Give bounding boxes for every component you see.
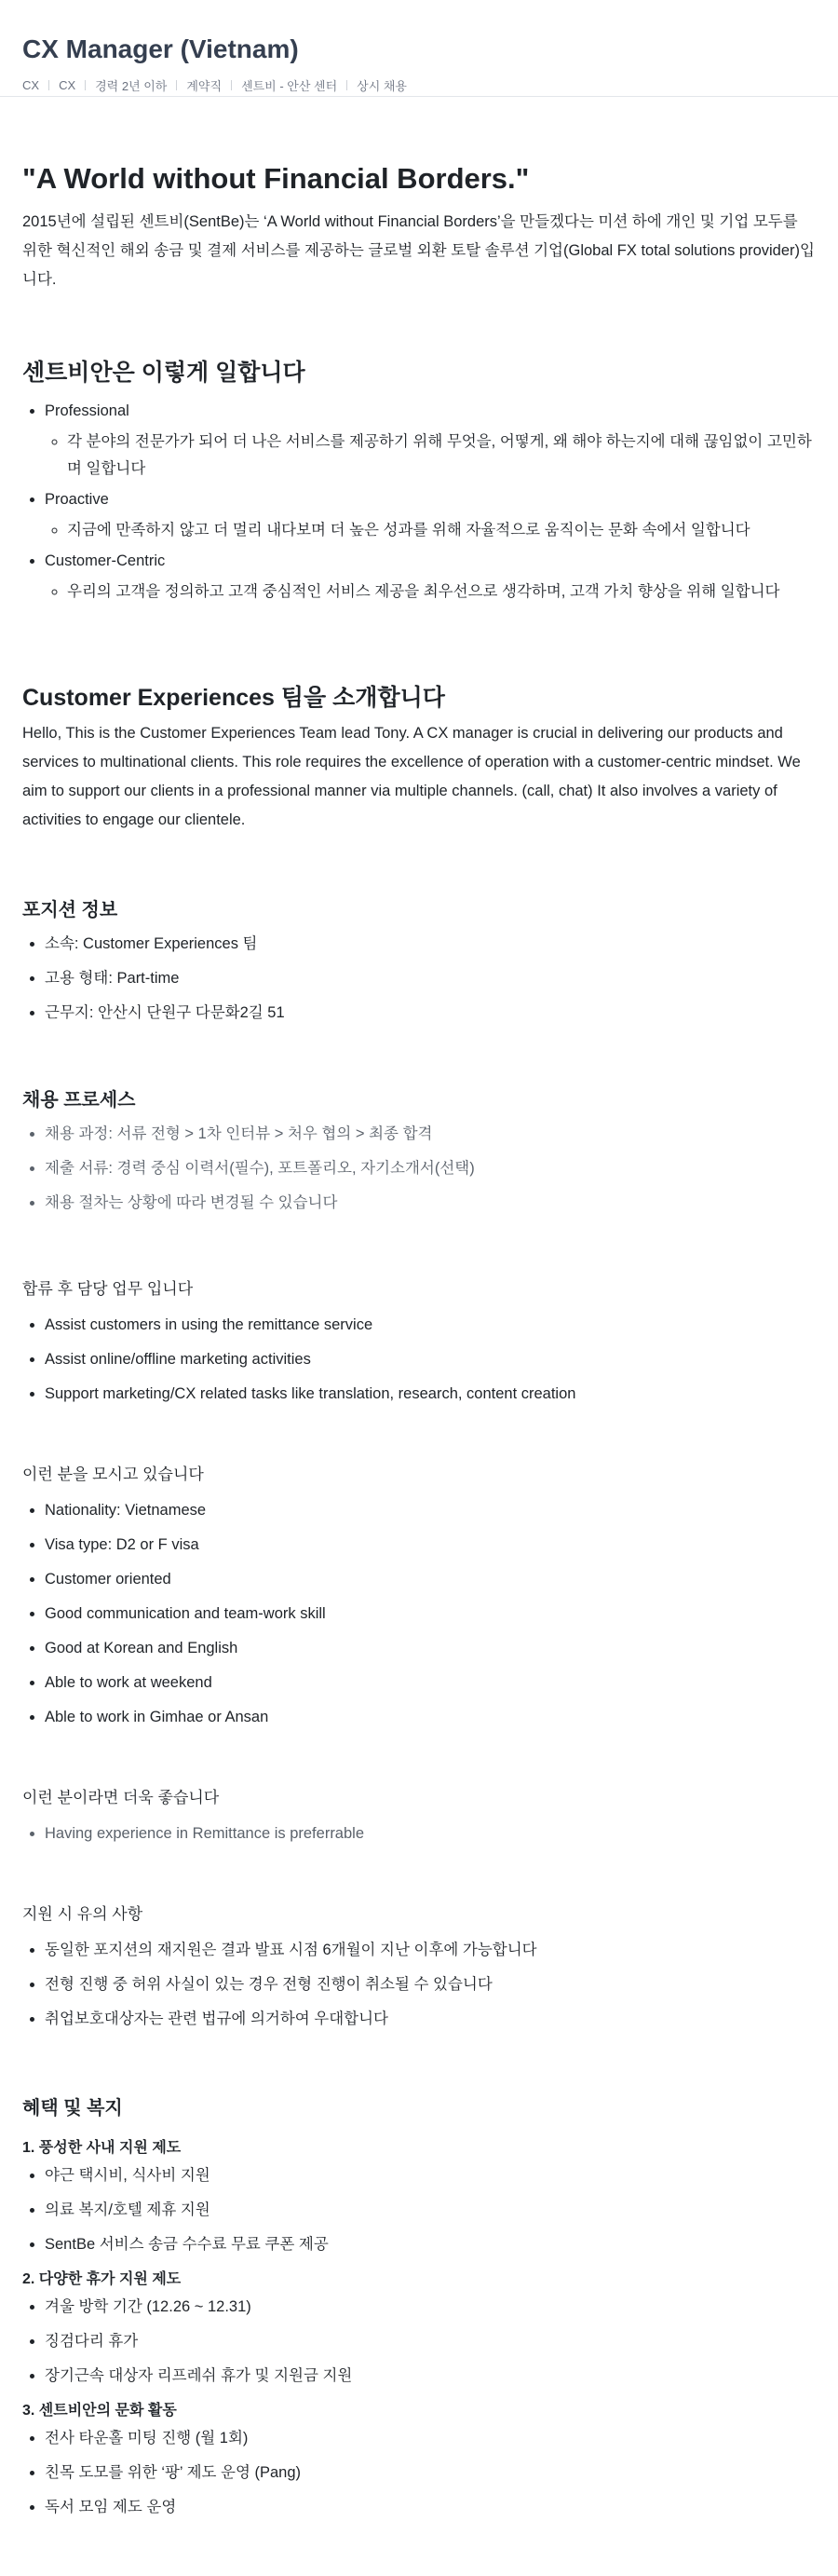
- list-item: • 고용 형태: Part-time: [45, 961, 816, 996]
- list-item: • 의료 복지/호텔 제휴 지원: [45, 2193, 816, 2228]
- list-item: • Good communication and team-work skill: [45, 1597, 816, 1631]
- tag-category: CX: [22, 78, 40, 92]
- list-item: • 근무지: 안산시 단원구 다문화2길 51: [45, 996, 816, 1030]
- preferred-list: [22, 1817, 816, 1851]
- process-section: [22, 1087, 816, 1220]
- list-item: • Customer oriented: [45, 1562, 816, 1597]
- list-item: [45, 394, 816, 483]
- position-section: [22, 897, 816, 1030]
- tag-subcategory: CX: [59, 78, 76, 92]
- process-list: [22, 1117, 816, 1220]
- tag-employment-type: 계약직: [186, 79, 223, 93]
- position-heading: 포지션 정보: [22, 900, 118, 920]
- intro-text: 2015년에 설립된 센트비(SentBe)는 ‘A World without Financial Borders’을 만들겠다는 미션 하에 개인 및 기업 모두를 위한 혁신적인 해외 송금 및 결제 서비스를 제공하는 글로벌 외환 토탈 솔루션 기업(Global FX total solutions provider)입니다.: [22, 213, 815, 288]
- list-item: ◦ 우리의 고객을 정의하고 고객 중심적인 서비스 제공을 최우선으로 생각하며, 고객 가치 향상을 위해 일합니다: [67, 579, 816, 606]
- tag-location: 센트비 - 안산 센터: [241, 79, 338, 93]
- job-header: [0, 0, 838, 97]
- requirements-list: [22, 1493, 816, 1735]
- list-item: • Having experience in Remittance is preferrable: [45, 1817, 816, 1851]
- position-list: [22, 927, 816, 1030]
- tag-separator: [48, 80, 49, 90]
- duties-list: [22, 1308, 816, 1411]
- tag-separator: [231, 80, 232, 90]
- duties-heading: 합류 후 담당 업무 입니다: [22, 1280, 194, 1298]
- tag-hiring-status: 상시 채용: [357, 79, 407, 93]
- list-item: • 독서 모임 제도 운영: [45, 2490, 816, 2525]
- notes-section: [22, 1903, 816, 2037]
- preferred-section: [22, 1787, 816, 1851]
- list-item: • 장기근속 대상자 리프레쉬 휴가 및 지원금 지원: [45, 2359, 816, 2393]
- list-item: • 채용 절차는 상황에 따라 변경될 수 있습니다: [45, 1186, 816, 1220]
- notes-list: [22, 1933, 816, 2037]
- value-label: Proactive: [45, 491, 109, 508]
- benefits-heading: 혜택 및 복지: [22, 2098, 123, 2119]
- list-item: • 취업보호대상자는 관련 법규에 의거하여 우대합니다: [45, 2002, 816, 2037]
- job-title: CX Manager (Vietnam): [22, 34, 299, 63]
- benefits-section: [22, 2095, 816, 2525]
- list-item: ◦ 각 분야의 전문가가 되어 더 나은 서비스를 제공하기 위해 무엇을, 어떻게, 왜 해야 하는지에 대해 끊임없이 고민하며 일합니다: [67, 429, 816, 483]
- team-text: Hello, This is the Customer Experiences Team lead Tony. A CX manager is crucial in delivering our products and services to multinational clients. This role requires the excellence of operation with a customer-centric mindset. We aim to support our clients in a professional manner via multiple channels. (call, chat) It also involves a variety of activities to engage our clientele.: [22, 725, 801, 828]
- list-item: • 전형 진행 중 허위 사실이 있는 경우 전형 진행이 취소될 수 있습니다: [45, 1968, 816, 2002]
- list-item: • 겨울 방학 기간 (12.26 ~ 12.31): [45, 2290, 816, 2324]
- benefit-group-title: 2. 다양한 휴가 지원 제도: [22, 2271, 182, 2287]
- list-item: • 제출 서류: 경력 중심 이력서(필수), 포트폴리오, 자기소개서(선택): [45, 1152, 816, 1186]
- how-we-work-section: [22, 357, 816, 606]
- requirements-heading: 이런 분을 모시고 있습니다: [22, 1465, 204, 1483]
- tag-separator: [176, 80, 177, 90]
- benefit-group-title: 3. 센트비안의 문화 활동: [22, 2403, 177, 2419]
- how-we-work-heading: 센트비안은 이렇게 일합니다: [22, 360, 305, 386]
- value-label: Customer-Centric: [45, 552, 166, 569]
- requirements-section: [22, 1464, 816, 1735]
- list-item: • Nationality: Vietnamese: [45, 1493, 816, 1528]
- list-item: • 야근 택시비, 식사비 지원: [45, 2159, 816, 2193]
- list-item: • Support marketing/CX related tasks like translation, research, content creation: [45, 1377, 816, 1411]
- tag-separator: [85, 80, 86, 90]
- process-heading: 채용 프로세스: [22, 1090, 136, 1111]
- list-item: • Assist customers in using the remittance service: [45, 1308, 816, 1343]
- list-item: [45, 483, 816, 544]
- list-item: • 소속: Customer Experiences 팀: [45, 927, 816, 961]
- team-heading: Customer Experiences 팀을 소개합니다: [22, 685, 445, 711]
- list-item: • SentBe 서비스 송금 수수료 무료 쿠폰 제공: [45, 2228, 816, 2262]
- notes-heading: 지원 시 유의 사항: [22, 1905, 143, 1923]
- benefit-group-list: [22, 2290, 816, 2393]
- list-item: • 채용 과정: 서류 전형 > 1차 인터뷰 > 처우 협의 > 최종 합격: [45, 1117, 816, 1152]
- list-item: • Able to work in Gimhae or Ansan: [45, 1700, 816, 1735]
- list-item: • Assist online/offline marketing activities: [45, 1343, 816, 1377]
- list-item: • Visa type: D2 or F visa: [45, 1528, 816, 1562]
- tag-separator: [346, 80, 347, 90]
- duties-section: [22, 1278, 816, 1411]
- list-item: • 친목 도모를 위한 ‘팡’ 제도 운영 (Pang): [45, 2456, 816, 2490]
- list-item: • 동일한 포지션의 재지원은 결과 발표 시점 6개월이 지난 이후에 가능합니다: [45, 1933, 816, 1968]
- list-item: • Able to work at weekend: [45, 1666, 816, 1700]
- list-item: • 전사 타운홀 미팅 진행 (월 1회): [45, 2421, 816, 2456]
- preferred-heading: 이런 분이라면 더욱 좋습니다: [22, 1789, 220, 1806]
- benefit-group-title: 1. 풍성한 사내 지원 제도: [22, 2140, 182, 2156]
- benefit-group-list: [22, 2159, 816, 2262]
- how-we-work-list: [22, 394, 816, 606]
- intro-heading: "A World without Financial Borders.": [22, 162, 530, 195]
- job-tags: [22, 76, 816, 94]
- list-item: ◦ 지금에 만족하지 않고 더 멀리 내다보며 더 높은 성과를 위해 자율적으로 움직이는 문화 속에서 일합니다: [67, 517, 816, 544]
- value-label: Professional: [45, 402, 129, 419]
- list-item: • Good at Korean and English: [45, 1631, 816, 1666]
- list-item: • 징검다리 휴가: [45, 2324, 816, 2359]
- benefit-group-list: [22, 2421, 816, 2525]
- list-item: [45, 544, 816, 606]
- intro-section: [22, 160, 816, 294]
- team-section: [22, 682, 816, 835]
- tag-experience: 경력 2년 이하: [95, 79, 168, 93]
